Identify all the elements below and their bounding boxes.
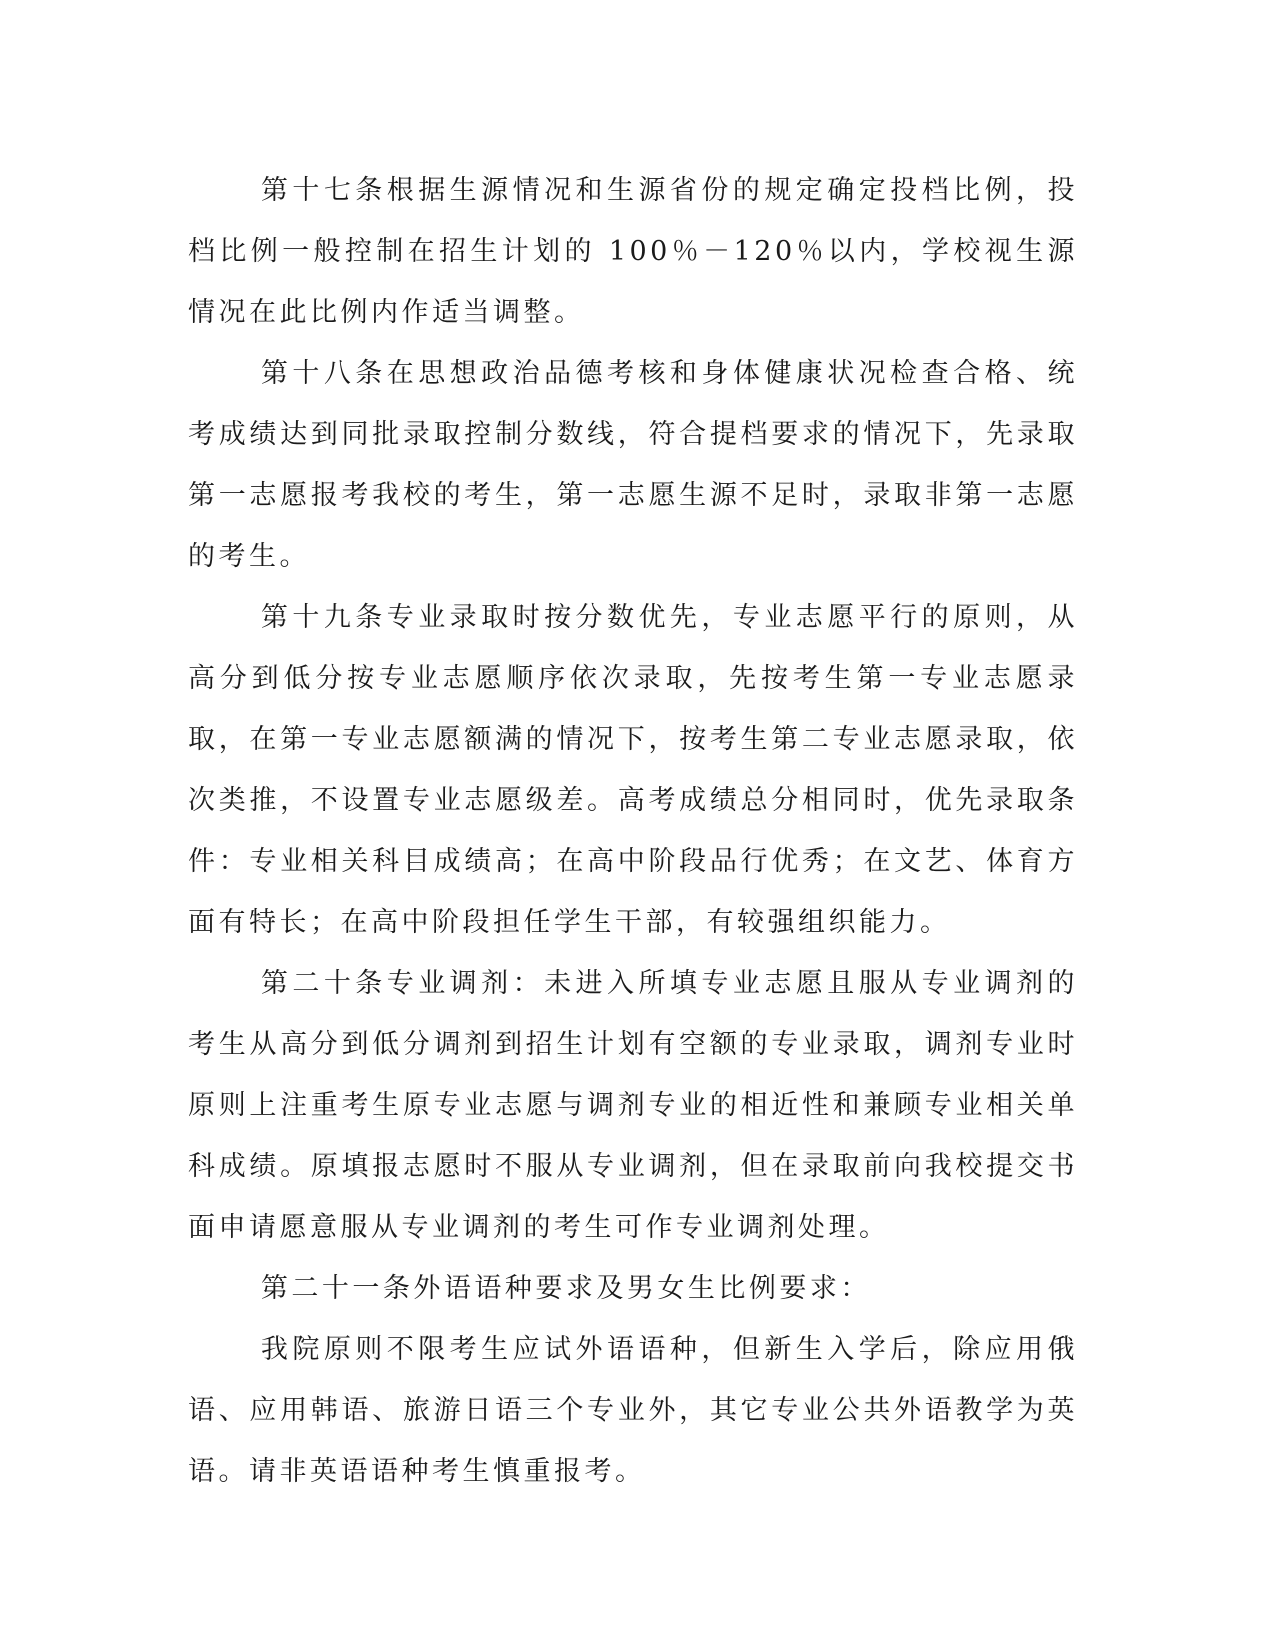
paragraph-foreign-language-policy: 我院原则不限考生应试外语语种，但新生入学后，除应用俄语、应用韩语、旅游日语三个专业外，其它专业公共外语教学为英语。请非英语语种考生慎重报考。 — [188, 1334, 1078, 1487]
paragraph-article-21: 第二十一条外语语种要求及男女生比例要求： — [260, 1273, 871, 1304]
document-body — [188, 160, 1078, 1502]
paragraph-article-17: 第十七条根据生源情况和生源省份的规定确定投档比例，投档比例一般控制在招生计划的 100％－120％以内，学校视生源情况在此比例内作适当调整。 — [188, 175, 1078, 328]
paragraph-article-19: 第十九条专业录取时按分数优先，专业志愿平行的原则，从高分到低分按专业志愿顺序依次录取，先按考生第一专业志愿录取，在第一专业志愿额满的情况下，按考生第二专业志愿录取，依次类推，不设置专业志愿级差。高考成绩总分相同时，优先录取条件：专业相关科目成绩高；在高中阶段品行优秀；在文艺、体育方面有特长；在高中阶段担任学生干部，有较强组织能力。 — [188, 602, 1078, 938]
paragraph-article-20: 第二十条专业调剂：未进入所填专业志愿且服从专业调剂的考生从高分到低分调剂到招生计划有空额的专业录取，调剂专业时原则上注重考生原专业志愿与调剂专业的相近性和兼顾专业相关单科成绩。原填报志愿时不服从专业调剂，但在录取前向我校提交书面申请愿意服从专业调剂的考生可作专业调剂处理。 — [188, 968, 1078, 1243]
paragraph-article-18: 第十八条在思想政治品德考核和身体健康状况检查合格、统考成绩达到同批录取控制分数线，符合提档要求的情况下，先录取第一志愿报考我校的考生，第一志愿生源不足时，录取非第一志愿的考生。 — [188, 358, 1078, 572]
